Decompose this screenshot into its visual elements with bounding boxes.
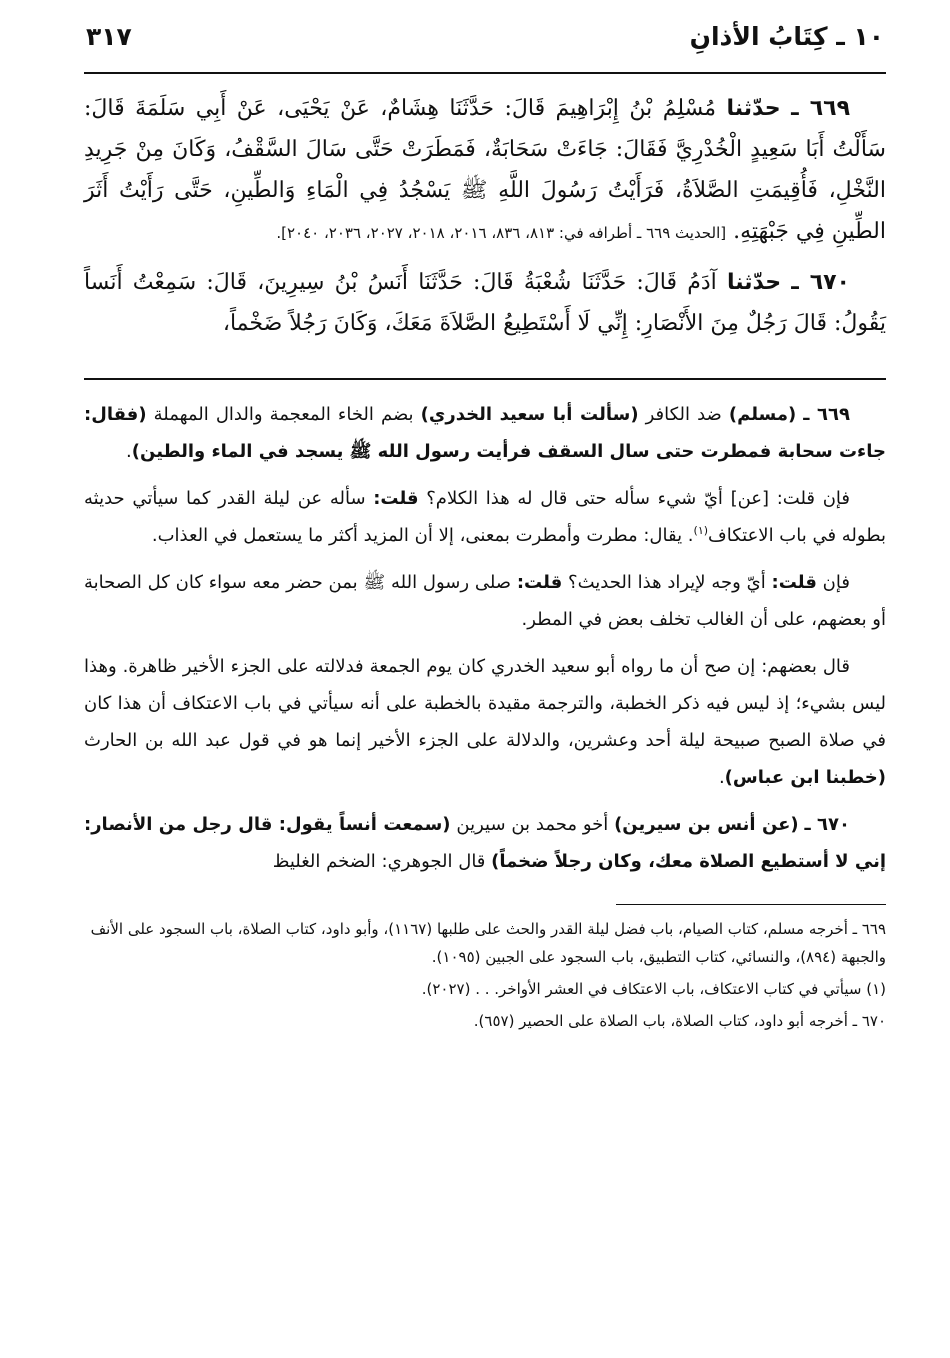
hadith-number: ٦٧٠ ـ <box>791 270 850 295</box>
hadith-cross-references: [الحديث ٦٦٩ ـ أطرافه في: ٨١٣، ٨٣٦، ٢٠١٦، ٢٠١٨، ٢٠٢٧، ٢٠٣٦، ٢٠٤٠]. <box>276 224 727 242</box>
commentary-section <box>84 396 886 880</box>
commentary-text: . <box>126 441 132 462</box>
hadith-body: مُسْلِمُ بْنُ إِبْرَاهِيمَ قَالَ: حَدَّثَنَا هِشَامٌ، عَنْ يَحْيَى، عَنْ أَبِي سَلَمَةَ قَالَ: سَأَلْتُ أَبَا سَعِيدٍ الْخُدْرِيَّ فَقَالَ: جَاءَتْ سَحَابَةٌ، فَمَطَرَتْ حَتَّى سَالَ السَّقْفُ، وَكَانَ مِنْ جَرِيدِ النَّخْلِ، فَأُقِيمَتِ الصَّلاَةُ، فَرَأَيْتُ رَسُولَ اللَّهِ ﷺ يَسْجُدُ فِي الْمَاءِ وَالطِّينِ، حَتَّى رَأَيْتُ أَثَرَ الطِّينِ فِي جَبْهَتِهِ. <box>84 96 887 244</box>
hadith-670 <box>84 262 886 344</box>
quoted-term: (فقال: جاءت سحابة فمطرت حتى سال السقف فرأيت رسول الله ﷺ يسجد في الماء والطين) <box>84 404 886 462</box>
hadith-669 <box>84 88 886 254</box>
answer-marker: قلت: <box>516 572 563 593</box>
commentary-text: . <box>718 767 725 788</box>
footnote-669: ٦٦٩ ـ أخرجه مسلم، كتاب الصيام، باب فضل ليلة القدر والحث على طلبها (١١٦٧)، وأبو داود، كتاب الصلاة، باب السجود على الأنف والجبهة (٨٩٤)، والنسائي، كتاب التطبيق، باب السجود على الجبين (١٠٩٥). <box>90 920 886 966</box>
quoted-term: (مسلم) <box>728 404 797 425</box>
quoted-term: (سألت أبا سعيد الخدري) <box>420 404 639 425</box>
commentary-text: . يقال: مطرت وأمطرت بمعنى، إلا أن المزيد أكثر ما يستعمل في العذاب. <box>151 525 694 546</box>
quoted-term: (سمعت أنساً يقول: قال رجل من الأنصار: إني لا أستطيع الصلاة معك، وكان رجلاً ضخماً) <box>84 814 886 872</box>
hadith-body: آدَمُ قَالَ: حَدَّثَنَا شُعْبَةُ قَالَ: حَدَّثَنَا أَنَسُ بْنُ سِيرِينَ، قَالَ: سَمِعْتُ أَنَساً يَقُولُ: قَالَ رَجُلٌ مِنَ الأَنْصَارِ: إِنِّي لَا أَسْتَطِيعُ الصَّلاَةَ مَعَكَ، وَكَانَ رَجُلاً ضَخْماً، <box>84 270 886 336</box>
answer-marker: قلت: <box>373 488 419 509</box>
commentary-text: صلى رسول الله ﷺ بمن حضر معه سواء كان كل الصحابة أو بعضهم، على أن الغالب تخلف بعض في المطر. <box>84 572 886 630</box>
section-divider <box>84 378 886 380</box>
hadith-opening: حدّثنا <box>726 96 781 121</box>
commentary-text: بضم الخاء المعجمة والدال المهملة <box>146 404 421 425</box>
page-header <box>84 22 886 74</box>
commentary-text: قال بعضهم: إن صح أن ما رواه أبو سعيد الخدري كان يوم الجمعة فدلالته على الجزء الأخير ظاهرة. وهذا ليس بشيء؛ إذ ليس فيه ذكر الخطبة، والترجمة مقيدة بالخطبة على أنه سيأتي في باب الاعتكاف أن هذا كان في صلاة الصبح صبيحة ليلة أحد وعشرين، والدلالة على الجزء الأخير إنما هو في قول عبد الله بن الحارث <box>84 656 886 751</box>
footnote-1: (١) سيأتي في كتاب الاعتكاف، باب الاعتكاف في العشر الأواخر. . . (٢٠٢٧). <box>421 980 886 998</box>
commentary-number: ٦٧٠ ـ <box>804 814 850 835</box>
chapter-title: ١٠ ـ كِتَابُ الأذانِ <box>689 22 884 51</box>
commentary-paragraph-670 <box>84 806 886 880</box>
hadith-text-section <box>84 88 886 344</box>
commentary-paragraph <box>84 648 886 796</box>
commentary-paragraph <box>84 564 886 638</box>
commentary-text: فإن <box>816 572 850 593</box>
book-page <box>84 22 886 1039</box>
commentary-number: ٦٦٩ ـ <box>803 404 851 425</box>
commentary-text: فإن قلت: [عن] أيّ شيء سأله حتى قال له هذا الكلام؟ <box>418 488 851 509</box>
footnotes-section <box>84 915 886 1035</box>
commentary-text: سأله عن ليلة القدر كما سيأتي حديثه بطوله في باب الاعتكاف <box>84 488 886 546</box>
quoted-term: (عن أنس بن سيرين) <box>614 814 799 835</box>
commentary-text: أخو محمد بن سيرين <box>450 814 615 835</box>
quoted-term: (خطبنا ابن عباس) <box>724 767 886 788</box>
hadith-opening: حدّثنا <box>726 270 782 295</box>
commentary-paragraph-669 <box>84 396 886 470</box>
commentary-text: قال الجوهري: الضخم الغليظ <box>272 851 492 872</box>
question-marker: قلت: <box>771 572 817 593</box>
footnote-rule <box>616 904 886 905</box>
page-number: ٣١٧ <box>86 22 132 51</box>
commentary-text: أيّ وجه لإيراد هذا الحديث؟ <box>562 572 772 593</box>
footnote-reference[interactable]: (١) <box>693 524 709 537</box>
footnote-670: ٦٧٠ ـ أخرجه أبو داود، كتاب الصلاة، باب الصلاة على الحصير (٦٥٧). <box>473 1012 886 1030</box>
hadith-number: ٦٦٩ ـ <box>791 96 851 121</box>
commentary-paragraph <box>84 480 886 554</box>
commentary-text: ضد الكافر <box>638 404 729 425</box>
